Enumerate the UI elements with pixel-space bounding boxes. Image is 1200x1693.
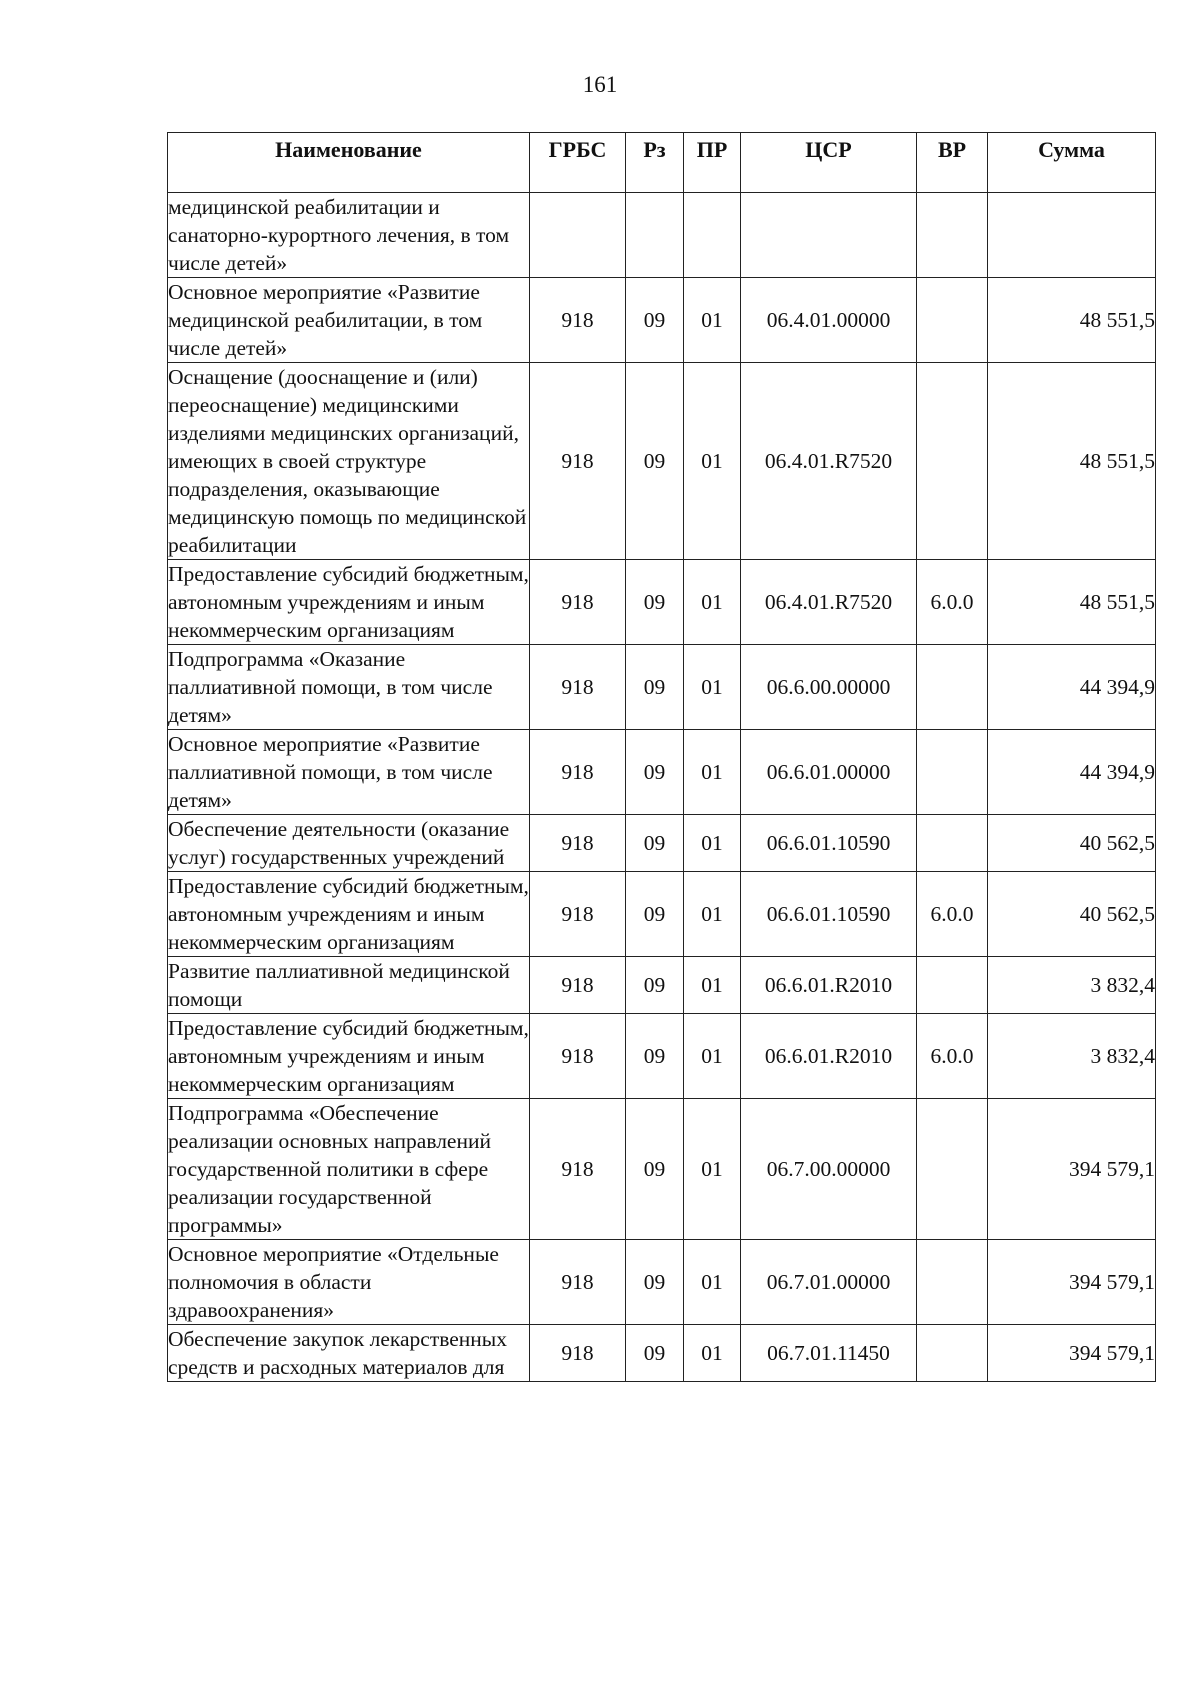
cell-pr: 01 [684, 815, 741, 872]
cell-grbs: 918 [530, 1014, 626, 1099]
cell-csr: 06.4.01.R7520 [741, 560, 917, 645]
cell-csr: 06.6.00.00000 [741, 645, 917, 730]
cell-csr: 06.6.01.10590 [741, 815, 917, 872]
cell-name: Развитие паллиативной медицинской помощи [168, 957, 530, 1014]
cell-rz: 09 [626, 872, 684, 957]
cell-vr: 6.0.0 [917, 560, 988, 645]
table-row [168, 1014, 1156, 1099]
cell-name: Обеспечение деятельности (оказание услуг) государственных учреждений [168, 815, 530, 872]
cell-vr: 6.0.0 [917, 872, 988, 957]
cell-csr: 06.7.01.11450 [741, 1325, 917, 1382]
cell-sum: 48 551,5 [988, 363, 1156, 560]
cell-grbs: 918 [530, 730, 626, 815]
cell-rz: 09 [626, 957, 684, 1014]
cell-vr [917, 645, 988, 730]
cell-vr [917, 957, 988, 1014]
budget-table [167, 132, 1156, 1382]
cell-pr: 01 [684, 560, 741, 645]
table-row [168, 560, 1156, 645]
cell-name: Предоставление субсидий бюджетным, автономным учреждениям и иным некоммерческим организациям [168, 1014, 530, 1099]
cell-pr: 01 [684, 645, 741, 730]
cell-name: Оснащение (дооснащение и (или) переоснащение) медицинскими изделиями медицинских организаций, имеющих в своей структуре подразделения, оказывающие медицинскую помощь по медицинской реабилитации [168, 363, 530, 560]
cell-name: Подпрограмма «Обеспечение реализации основных направлений государственной политики в сфере реализации государственной программы» [168, 1099, 530, 1240]
table-row [168, 815, 1156, 872]
cell-vr [917, 815, 988, 872]
table-row [168, 363, 1156, 560]
cell-sum: 394 579,1 [988, 1099, 1156, 1240]
table-row [168, 1099, 1156, 1240]
cell-sum: 44 394,9 [988, 730, 1156, 815]
cell-sum: 40 562,5 [988, 815, 1156, 872]
cell-vr [917, 363, 988, 560]
cell-vr [917, 1325, 988, 1382]
cell-sum: 3 832,4 [988, 957, 1156, 1014]
cell-pr: 01 [684, 730, 741, 815]
cell-pr: 01 [684, 1240, 741, 1325]
cell-pr: 01 [684, 363, 741, 560]
cell-name: Предоставление субсидий бюджетным, автономным учреждениям и иным некоммерческим организациям [168, 560, 530, 645]
cell-csr: 06.7.01.00000 [741, 1240, 917, 1325]
cell-grbs: 918 [530, 957, 626, 1014]
cell-sum: 40 562,5 [988, 872, 1156, 957]
cell-name: медицинской реабилитации и санаторно-курортного лечения, в том числе детей» [168, 193, 530, 278]
cell-vr [917, 1099, 988, 1240]
cell-rz: 09 [626, 278, 684, 363]
cell-rz: 09 [626, 1099, 684, 1240]
table-row [168, 1240, 1156, 1325]
cell-grbs [530, 193, 626, 278]
cell-name: Предоставление субсидий бюджетным, автономным учреждениям и иным некоммерческим организациям [168, 872, 530, 957]
cell-csr: 06.7.00.00000 [741, 1099, 917, 1240]
cell-sum: 3 832,4 [988, 1014, 1156, 1099]
cell-rz: 09 [626, 560, 684, 645]
cell-vr: 6.0.0 [917, 1014, 988, 1099]
cell-grbs: 918 [530, 560, 626, 645]
cell-csr: 06.4.01.R7520 [741, 363, 917, 560]
cell-sum [988, 193, 1156, 278]
cell-rz [626, 193, 684, 278]
cell-name: Обеспечение закупок лекарственных средств и расходных материалов для [168, 1325, 530, 1382]
table-row [168, 645, 1156, 730]
table-row [168, 193, 1156, 278]
cell-sum: 48 551,5 [988, 560, 1156, 645]
cell-name: Основное мероприятие «Развитие паллиативной помощи, в том числе детям» [168, 730, 530, 815]
header-rz: Рз [626, 133, 684, 193]
cell-pr: 01 [684, 278, 741, 363]
table-row [168, 730, 1156, 815]
cell-sum: 44 394,9 [988, 645, 1156, 730]
header-pr: ПР [684, 133, 741, 193]
cell-rz: 09 [626, 363, 684, 560]
header-name: Наименование [168, 133, 530, 193]
cell-csr [741, 193, 917, 278]
cell-sum: 48 551,5 [988, 278, 1156, 363]
cell-grbs: 918 [530, 645, 626, 730]
cell-name: Основное мероприятие «Развитие медицинской реабилитации, в том числе детей» [168, 278, 530, 363]
cell-name: Подпрограмма «Оказание паллиативной помощи, в том числе детям» [168, 645, 530, 730]
cell-rz: 09 [626, 1014, 684, 1099]
cell-pr: 01 [684, 872, 741, 957]
cell-pr: 01 [684, 1325, 741, 1382]
header-grbs: ГРБС [530, 133, 626, 193]
cell-pr [684, 193, 741, 278]
cell-grbs: 918 [530, 1240, 626, 1325]
cell-sum: 394 579,1 [988, 1240, 1156, 1325]
cell-rz: 09 [626, 815, 684, 872]
cell-pr: 01 [684, 957, 741, 1014]
cell-name: Основное мероприятие «Отдельные полномочия в области здравоохранения» [168, 1240, 530, 1325]
cell-rz: 09 [626, 1325, 684, 1382]
cell-grbs: 918 [530, 1325, 626, 1382]
cell-pr: 01 [684, 1099, 741, 1240]
cell-csr: 06.6.01.R2010 [741, 957, 917, 1014]
table-header-row [168, 133, 1156, 193]
cell-rz: 09 [626, 645, 684, 730]
cell-rz: 09 [626, 730, 684, 815]
cell-grbs: 918 [530, 815, 626, 872]
cell-vr [917, 1240, 988, 1325]
header-csr: ЦСР [741, 133, 917, 193]
page-number: 161 [582, 72, 618, 97]
cell-vr [917, 193, 988, 278]
cell-rz: 09 [626, 1240, 684, 1325]
cell-grbs: 918 [530, 363, 626, 560]
header-sum: Сумма [988, 133, 1156, 193]
cell-vr [917, 278, 988, 363]
cell-grbs: 918 [530, 872, 626, 957]
cell-csr: 06.6.01.R2010 [741, 1014, 917, 1099]
cell-grbs: 918 [530, 1099, 626, 1240]
cell-csr: 06.4.01.00000 [741, 278, 917, 363]
cell-grbs: 918 [530, 278, 626, 363]
header-vr: ВР [917, 133, 988, 193]
table-row [168, 957, 1156, 1014]
table-row [168, 278, 1156, 363]
table-row [168, 1325, 1156, 1382]
table-body [168, 193, 1156, 1382]
cell-sum: 394 579,1 [988, 1325, 1156, 1382]
cell-csr: 06.6.01.10590 [741, 872, 917, 957]
cell-pr: 01 [684, 1014, 741, 1099]
cell-csr: 06.6.01.00000 [741, 730, 917, 815]
cell-vr [917, 730, 988, 815]
table-row [168, 872, 1156, 957]
